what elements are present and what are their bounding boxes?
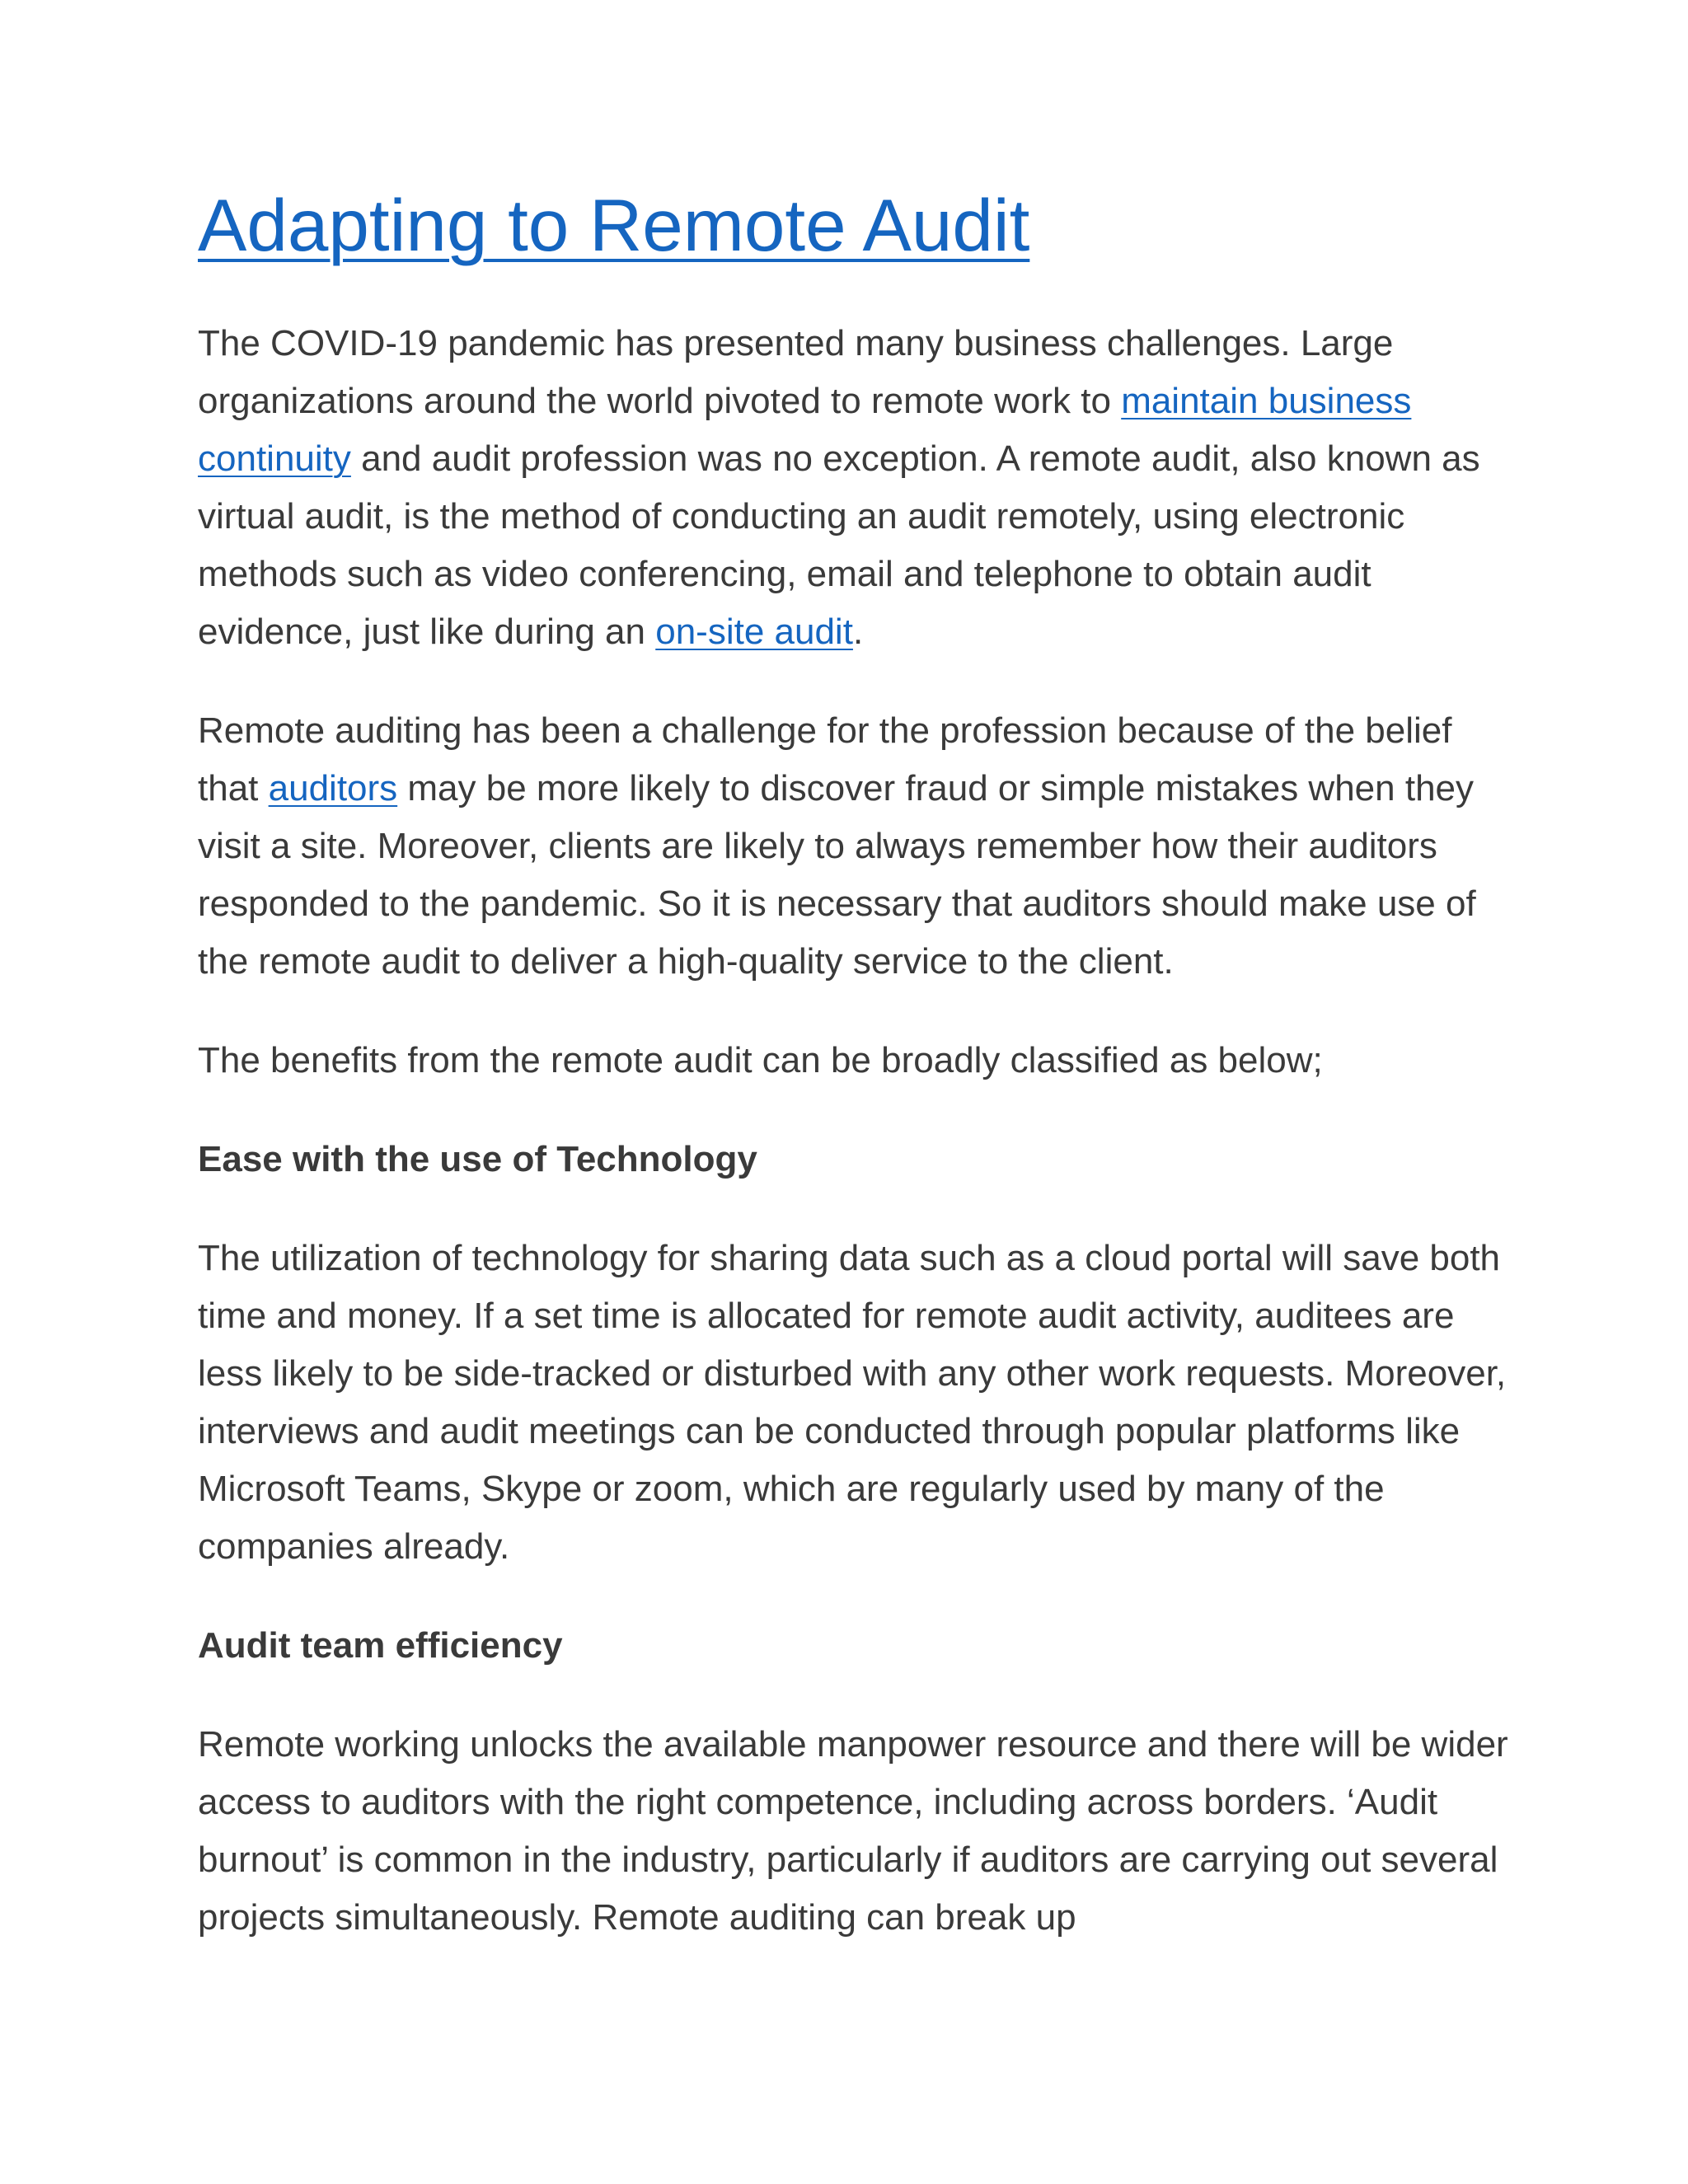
paragraph-intro-text-2: and audit profession was no exception. A remote audit, also known as virtual audit, is the method of conducting an audit remotely, using electronic methods such as video conferencing, email and telephone to obtain audit evidence, just like during an <box>198 438 1480 653</box>
page-title-link[interactable]: Adapting to Remote Audit <box>198 184 1030 266</box>
paragraph-intro <box>198 315 1508 661</box>
paragraph-benefits-intro: The benefits from the remote audit can be broadly classified as below; <box>198 1040 1323 1081</box>
section-heading-technology: Ease with the use of Technology <box>198 1139 757 1180</box>
maintain-business-continuity-link[interactable]: maintain business continuity <box>198 381 1412 480</box>
paragraph-technology: The utilization of technology for sharing data such as a cloud portal will save both time and money. If a set time is allocated for remote audit activity, auditees are less likely to be side-tracked or disturbed with any other work requests. Moreover, interviews and audit meetings can be conducted through popular platforms like Microsoft Teams, Skype or zoom, which are regularly used by many of the companies already. <box>198 1238 1507 1568</box>
document-body <box>198 183 1508 1988</box>
paragraph-intro-text-1: The COVID-19 pandemic has presented many business challenges. Large organizations around the world pivoted to remote work to <box>198 323 1394 422</box>
paragraph-challenge <box>198 702 1508 991</box>
paragraph-efficiency: Remote working unlocks the available manpower resource and there will be wider access to auditors with the right competence, including across borders. ‘Audit burnout’ is common in the industry, particularly if auditors are carrying out several projects simultaneously. Remote auditing can break up <box>198 1724 1508 1938</box>
paragraph-challenge-text-1: Remote auditing has been a challenge for the profession because of the belief that <box>198 710 1452 809</box>
paragraph-intro-text-3: . <box>852 612 864 653</box>
auditors-link[interactable]: auditors <box>268 768 398 809</box>
section-heading-efficiency: Audit team efficiency <box>198 1625 563 1666</box>
on-site-audit-link[interactable]: on-site audit <box>655 612 853 653</box>
paragraph-challenge-text-2: may be more likely to discover fraud or simple mistakes when they visit a site. Moreover, clients are likely to always remember how their auditors responded to the pandemic. So it is necessary that auditors should make use of the remote audit to deliver a high-quality service to the client. <box>198 768 1476 982</box>
